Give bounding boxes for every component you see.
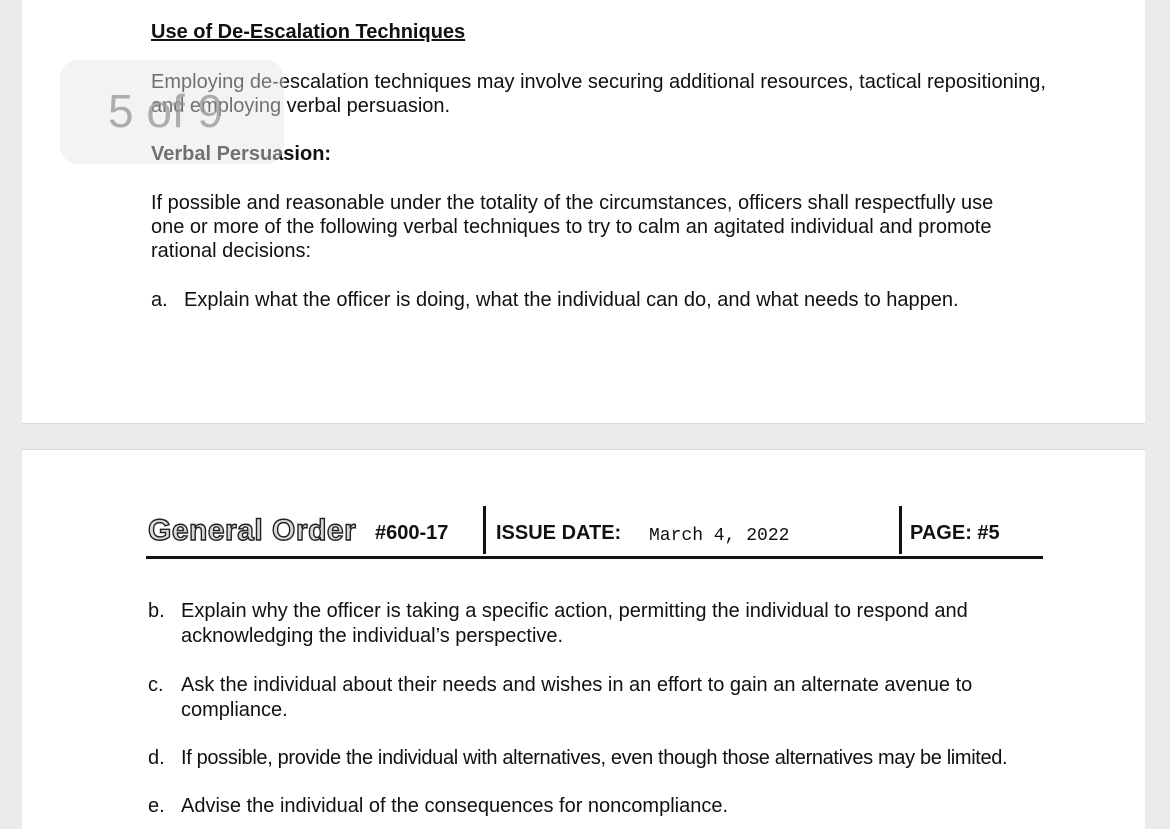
header-divider bbox=[899, 506, 902, 554]
list-item-line: acknowledging the individual’s perspective. bbox=[181, 625, 564, 647]
list-item-text: Advise the individual of the consequences for noncompliance. bbox=[181, 795, 729, 817]
list-item-text bbox=[181, 599, 968, 649]
list-item-text: If possible, provide the individual with alternatives, even though those alternatives may be limited. bbox=[181, 747, 1008, 769]
intro-line: and employing verbal persuasion. bbox=[151, 95, 451, 117]
page-number-label: PAGE: #5 bbox=[910, 522, 1000, 544]
list-marker: b. bbox=[148, 600, 165, 622]
list-item-line: compliance. bbox=[181, 699, 288, 721]
list-marker: d. bbox=[148, 747, 165, 769]
general-order-number: #600-17 bbox=[375, 522, 449, 544]
document-page-bottom bbox=[22, 449, 1145, 829]
list-item-text bbox=[181, 673, 972, 723]
page-counter-text: 5 of 9 bbox=[108, 85, 224, 137]
section-heading: Use of De-Escalation Techniques bbox=[151, 21, 466, 43]
body-line: rational decisions: bbox=[151, 240, 312, 262]
intro-paragraph bbox=[151, 70, 1056, 118]
list-item-line: Explain why the officer is taking a specific action, permitting the individual to respond and bbox=[181, 600, 968, 622]
subsection-heading: Verbal Persuasion: bbox=[151, 143, 332, 165]
list-marker: c. bbox=[148, 674, 164, 696]
list-item-text: Explain what the officer is doing, what the individual can do, and what needs to happen. bbox=[184, 289, 959, 311]
body-line: If possible and reasonable under the totality of the circumstances, officers shall respectfully use bbox=[151, 192, 994, 214]
page-counter-badge bbox=[60, 60, 284, 164]
list-marker: e. bbox=[148, 795, 165, 817]
list-item-line: Ask the individual about their needs and wishes in an effort to gain an alternate avenue to bbox=[181, 674, 973, 696]
intro-line: Employing de-escalation techniques may involve securing additional resources, tactical repositioning, bbox=[151, 71, 1046, 93]
issue-date-label: ISSUE DATE: bbox=[496, 522, 622, 544]
issue-date-value: March 4, 2022 bbox=[649, 526, 790, 546]
list-marker: a. bbox=[151, 289, 168, 311]
header-divider bbox=[483, 506, 486, 554]
body-line: one or more of the following verbal techniques to try to calm an agitated individual and promote bbox=[151, 216, 992, 238]
general-order-title: General Order bbox=[148, 514, 357, 547]
general-order-header bbox=[146, 502, 1043, 559]
body-paragraph bbox=[151, 191, 1056, 263]
